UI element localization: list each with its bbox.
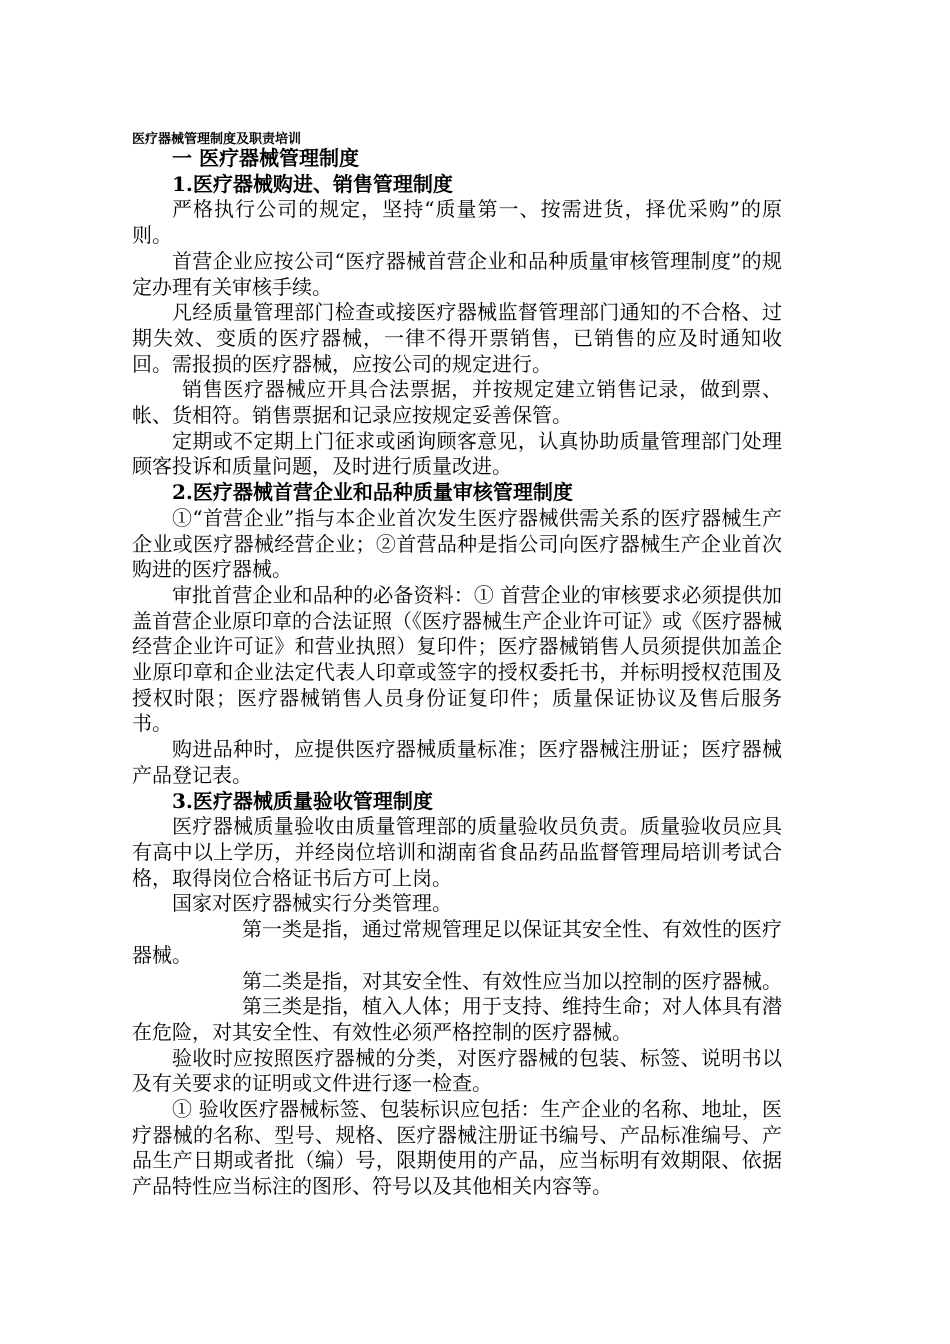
paragraph-class-three: 第三类是指，植入人体；用于支持、维持生命；对人体具有潜在危险，对其安全性、有效性必须严格控制的医疗器械。 bbox=[132, 994, 782, 1044]
paragraph: 医疗器械质量验收由质量管理部的质量验收员负责。质量验收员应具有高中以上学历，并经岗位培训和湖南省食品药品监督管理局培训考试合格，取得岗位合格证书后方可上岗。 bbox=[132, 814, 782, 890]
subsection-heading-first-enterprise: 2.医疗器械首营企业和品种质量审核管理制度 bbox=[172, 480, 573, 505]
paragraph-class-two: 第二类是指，对其安全性、有效性应当加以控制的医疗器械。 bbox=[242, 968, 782, 993]
paragraph: 销售医疗器械应开具合法票据，并按规定建立销售记录，做到票、帐、货相符。销售票据和记录应按规定妥善保管。 bbox=[132, 377, 782, 428]
paragraph-class-one: 第一类是指，通过常规管理足以保证其安全性、有效性的医疗器械。 bbox=[132, 917, 782, 967]
subsection-heading-acceptance: 3.医疗器械质量验收管理制度 bbox=[172, 788, 433, 813]
paragraph: ①“首营企业”指与本企业首次发生医疗器械供需关系的医疗器械生产企业或医疗器械经营企业；②首营品种是指公司向医疗器械生产企业首次购进的医疗器械。 bbox=[132, 505, 782, 582]
paragraph: 首营企业应按公司“医疗器械首营企业和品种质量审核管理制度”的规定办理有关审核手续。 bbox=[132, 248, 782, 299]
paragraph: 定期或不定期上门征求或函询顾客意见，认真协助质量管理部门处理顾客投诉和质量问题，及时进行质量改进。 bbox=[132, 428, 782, 479]
paragraph: ① 验收医疗器械标签、包装标识应包括：生产企业的名称、地址，医疗器械的名称、型号、规格、医疗器械注册证书编号、产品标准编号、产品生产日期或者批（编）号，限期使用的产品，应当标明有效期限、依据产品特性应当标注的图形、符号以及其他相关内容等。 bbox=[132, 1097, 782, 1199]
paragraph: 国家对医疗器械实行分类管理。 bbox=[172, 891, 452, 916]
paragraph: 验收时应按照医疗器械的分类，对医疗器械的包装、标签、说明书以及有关要求的证明或文件进行逐一检查。 bbox=[132, 1045, 782, 1096]
paragraph: 审批首营企业和品种的必备资料：① 首营企业的审核要求必须提供加盖首营企业原印章的合法证照（《医疗器械生产企业许可证》或《医疗器械经营企业许可证》和营业执照）复印件；医疗器械销售人员须提供加盖企业原印章和企业法定代表人印章或签字的授权委托书，并标明授权范围及授权时限；医疗器械销售人员身份证复印件；质量保证协议及售后服务书。 bbox=[132, 582, 782, 736]
document-title: 医疗器械管理制度及职责培训 bbox=[132, 132, 302, 147]
section-heading: 一 医疗器械管理制度 bbox=[172, 146, 359, 170]
subsection-heading-purchase-sales: 1.医疗器械购进、销售管理制度 bbox=[172, 171, 453, 196]
paragraph: 购进品种时，应提供医疗器械质量标准；医疗器械注册证；医疗器械产品登记表。 bbox=[132, 737, 782, 787]
document-body bbox=[132, 146, 782, 1200]
paragraph: 凡经质量管理部门检查或接医疗器械监督管理部门通知的不合格、过期失效、变质的医疗器械，一律不得开票销售，已销售的应及时通知收回。需报损的医疗器械，应按公司的规定进行。 bbox=[132, 300, 782, 376]
paragraph: 严格执行公司的规定，坚持“质量第一、按需进货，择优采购”的原则。 bbox=[132, 197, 782, 248]
